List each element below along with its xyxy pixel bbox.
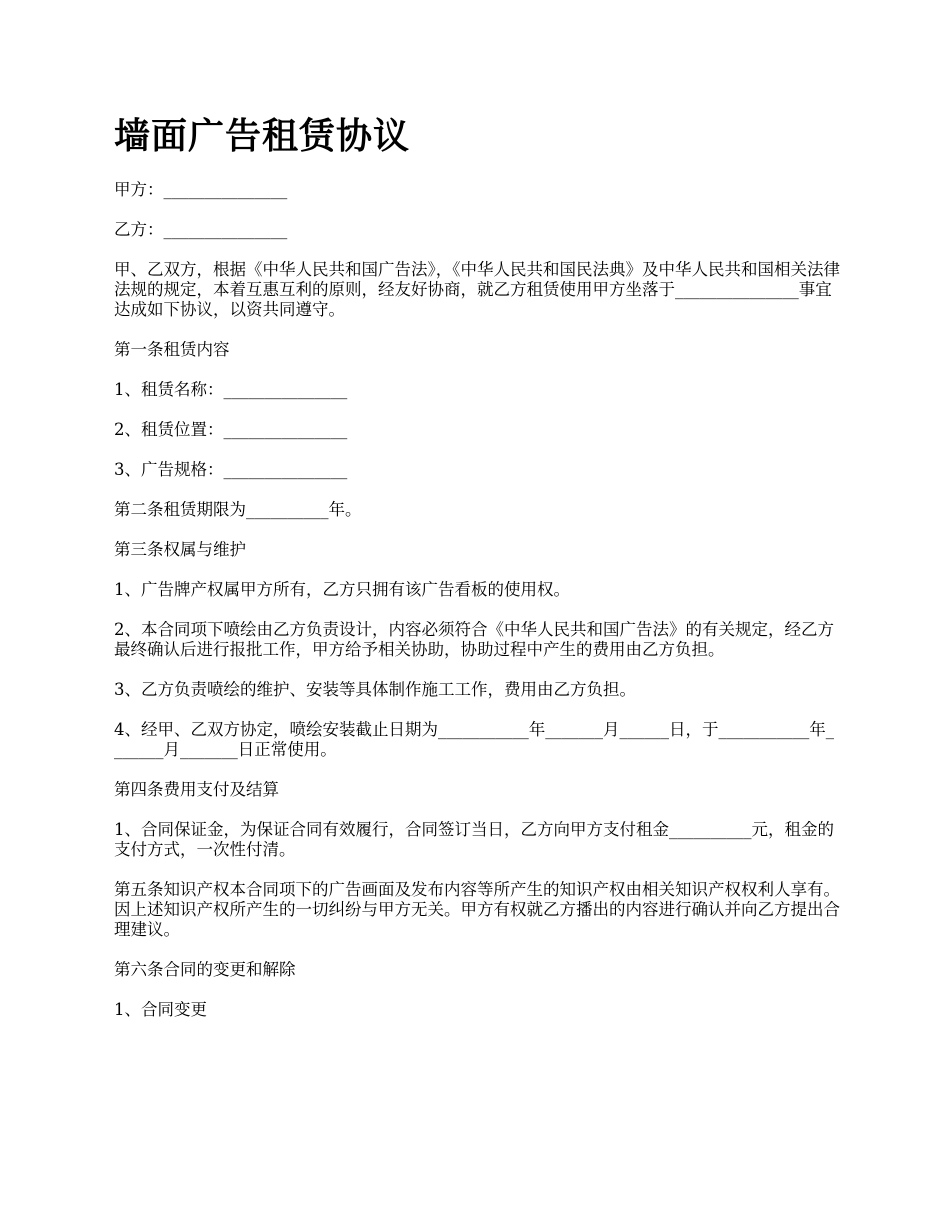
article-1-item-1: 1、租赁名称：_______________ bbox=[114, 380, 348, 399]
article-4-item-1: 1、合同保证金，为保证合同有效履行，合同签订当日，乙方向甲方支付租金__________元，租金的支付方式，一次性付清。 bbox=[114, 820, 834, 859]
article-1-item-3: 3、广告规格：_______________ bbox=[114, 460, 348, 479]
article-1-item-2: 2、租赁位置：_______________ bbox=[114, 420, 348, 439]
article-3-item-2: 2、本合同项下喷绘由乙方负责设计，内容必须符合《中华人民共和国广告法》的有关规定，经乙方最终确认后进行报批工作，甲方给予相关协助，协助过程中产生的费用由乙方负担。 bbox=[114, 620, 834, 659]
article-3-heading: 第三条权属与维护 bbox=[114, 540, 246, 559]
article-3-item-4: 4、经甲、乙双方协定，喷绘安装截止日期为___________年_______月______日，于___________年_______月_______日正常使用。 bbox=[114, 720, 834, 759]
article-5-paragraph: 第五条知识产权本合同项下的广告画面及发布内容等所产生的知识产权由相关知识产权权利人享有。因上述知识产权所产生的一切纠纷与甲方无关。甲方有权就乙方播出的内容进行确认并向乙方提出合理建议。 bbox=[114, 880, 840, 939]
document-title: 墙面广告租赁协议 bbox=[114, 115, 411, 157]
article-3-item-1: 1、广告牌产权属甲方所有，乙方只拥有该广告看板的使用权。 bbox=[114, 580, 570, 599]
article-1-heading: 第一条租赁内容 bbox=[114, 340, 230, 359]
document-page bbox=[114, 112, 842, 1040]
preamble-paragraph: 甲、乙双方，根据《中华人民共和国广告法》，《中华人民共和国民法典》及中华人民共和国相关法律法规的规定，本着互惠互利的原则，经友好协商，就乙方租赁使用甲方坐落于_______________事宜达成如下协议，以资共同遵守。 bbox=[114, 260, 840, 319]
article-2-paragraph: 第二条租赁期限为__________年。 bbox=[114, 500, 362, 519]
article-6-item-1: 1、合同变更 bbox=[114, 1000, 207, 1019]
article-3-item-3: 3、乙方负责喷绘的维护、安装等具体制作施工工作，费用由乙方负担。 bbox=[114, 680, 636, 699]
party-b-line: 乙方：_______________ bbox=[114, 220, 288, 239]
article-6-heading: 第六条合同的变更和解除 bbox=[114, 960, 296, 979]
party-a-line: 甲方：_______________ bbox=[114, 180, 288, 199]
article-4-heading: 第四条费用支付及结算 bbox=[114, 780, 279, 799]
